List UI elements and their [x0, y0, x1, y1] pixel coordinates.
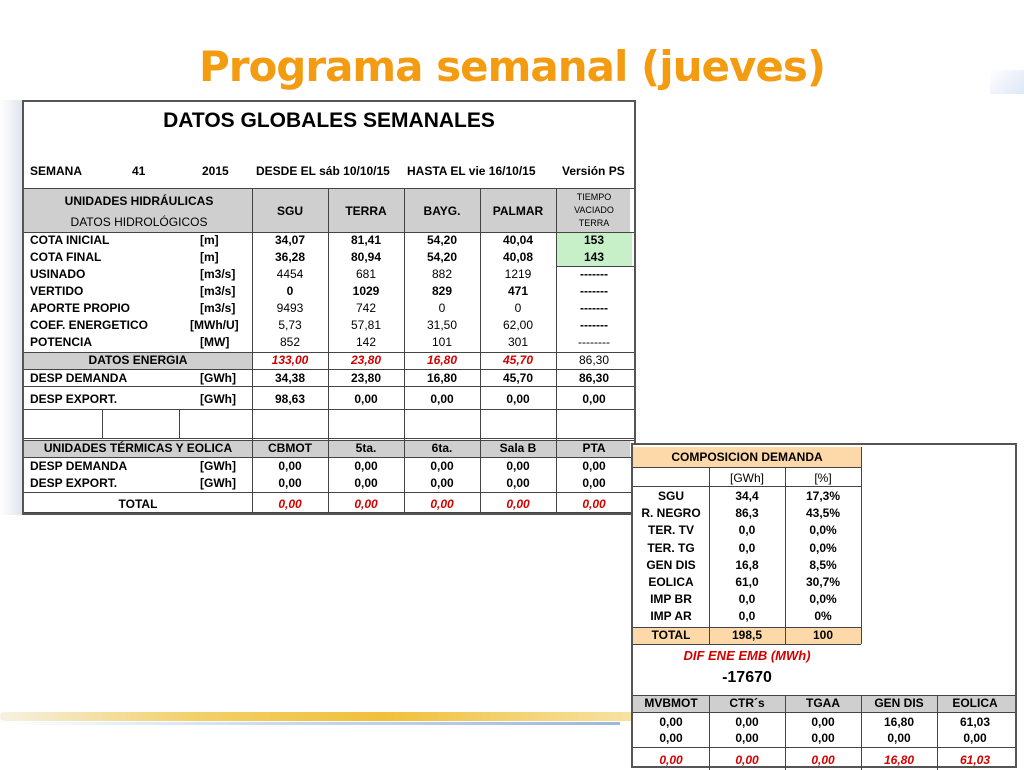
- comp-row-label: TER. TV: [647, 523, 694, 538]
- t-demanda-salab: 0,00: [506, 459, 530, 473]
- hydro-sgu-value: 34,07: [274, 233, 306, 247]
- demanda-sgu: 34,38: [274, 371, 306, 385]
- grid-line: [633, 712, 1015, 713]
- grid-line: [24, 386, 634, 387]
- comp-row-pct: 43,5%: [805, 506, 841, 521]
- comp-row-label: R. NEGRO: [641, 506, 701, 521]
- comp-row-gwh: 0,0: [738, 523, 756, 538]
- grid-line: [937, 695, 938, 770]
- hydro-sgu-value: 0: [286, 284, 294, 298]
- hydro-sgu-value: 4454: [276, 267, 304, 281]
- bt-gendis: 16,80: [883, 753, 915, 767]
- hydro-extra-value: -------: [580, 284, 608, 298]
- comp-row-gwh: 0,0: [738, 609, 756, 624]
- t-demanda-6ta: 0,00: [430, 459, 454, 473]
- grid-line: [24, 409, 634, 410]
- grid-line: [24, 457, 634, 458]
- hydro-palmar-value: 0: [514, 301, 522, 315]
- bt-eolica: 61,03: [959, 753, 991, 767]
- hydro-extra-value: --------: [578, 335, 610, 349]
- total-label: TOTAL: [118, 497, 158, 511]
- grid-line: [24, 512, 634, 513]
- hydro-terra-value: 142: [355, 335, 377, 349]
- hydro-bayg-value: 31,50: [426, 318, 458, 332]
- comp-row-pct: 0,0%: [809, 540, 837, 555]
- hydro-header-line2: DATOS HIDROLÓGICOS: [70, 215, 208, 229]
- table-shadow: [0, 100, 22, 515]
- b1-ctrs: 0,00: [735, 715, 759, 729]
- hydro-palmar-value: 471: [507, 284, 529, 298]
- comp-row-label: GEN DIS: [646, 557, 696, 572]
- decorative-stripe-blue: [0, 722, 620, 725]
- export-palmar: 0,00: [506, 392, 530, 406]
- grid-line: [633, 486, 861, 487]
- col-salab: Sala B: [499, 441, 537, 455]
- grid-line: [24, 188, 634, 189]
- grid-line: [480, 188, 481, 512]
- grid-line: [24, 440, 634, 441]
- comp-row-pct: 8,5%: [809, 557, 837, 572]
- hydro-palmar-value: 40,04: [502, 233, 534, 247]
- comp-row-pct: 30,7%: [805, 575, 841, 589]
- demanda-extra: 86,30: [578, 371, 610, 385]
- comp-row-label: TER. TG: [647, 540, 695, 555]
- hydro-row-unit: [MW]: [200, 335, 230, 349]
- total-salab: 0,00: [506, 497, 530, 511]
- col-sgu: SGU: [276, 204, 303, 218]
- comp-row-pct: 0,0%: [809, 523, 837, 538]
- grid-line: [24, 438, 634, 439]
- slide-title: Programa semanal (jueves): [198, 42, 826, 91]
- hydro-palmar-value: 62,00: [502, 318, 534, 332]
- comp-heading: COMPOSICION DEMANDA: [671, 450, 823, 464]
- comp-col-pct: [%]: [814, 471, 832, 485]
- export-unit: [GWh]: [200, 392, 236, 406]
- hydro-row-label: VERTIDO: [30, 284, 84, 298]
- comp-row-label: EOLICA: [648, 575, 694, 589]
- t-export-label: DESP EXPORT.: [30, 476, 118, 490]
- grid-line: [328, 188, 329, 512]
- hydro-extra-value: -------: [580, 318, 608, 332]
- b1-mvbmot: 0,00: [659, 715, 683, 729]
- total-pta: 0,00: [582, 497, 606, 511]
- comp-row-gwh: 0,0: [738, 592, 756, 607]
- comp-row-gwh: 34,4: [735, 489, 759, 503]
- semana-year: 2015: [202, 164, 229, 178]
- comp-row-pct: 0%: [814, 609, 832, 624]
- hydro-palmar-value: 1219: [504, 267, 532, 281]
- bt-mvbmot: 0,00: [659, 753, 683, 767]
- hydro-row-unit: [m3/s]: [200, 284, 236, 298]
- t-demanda-pta: 0,00: [582, 459, 606, 473]
- demanda-palmar: 45,70: [502, 371, 534, 385]
- hydro-bayg-value: 54,20: [426, 250, 458, 264]
- hydro-row-unit: [m3/s]: [200, 301, 236, 315]
- bt-tgaa: 0,00: [811, 753, 835, 767]
- bcol-eolica: EOLICA: [952, 696, 998, 710]
- hydro-palmar-value: 40,08: [502, 250, 534, 264]
- hydro-terra-value: 681: [355, 267, 377, 281]
- energia-sgu: 133,00: [271, 353, 309, 367]
- desde-date: DESDE EL sáb 10/10/15: [256, 164, 390, 178]
- grid-line: [252, 188, 253, 512]
- bcol-mvbmot: MVBMOT: [644, 696, 698, 710]
- b1-eolica: 61,03: [959, 715, 991, 729]
- bcol-ctrs: CTR´s: [729, 696, 765, 710]
- hydro-extra-value: 143: [583, 250, 605, 264]
- grid-line: [179, 409, 180, 438]
- hydro-row-unit: [MWh/U]: [190, 318, 239, 332]
- total-cbmot: 0,00: [278, 497, 302, 511]
- dif-value: -17670: [722, 669, 772, 686]
- comp-row-pct: 17,3%: [805, 489, 841, 503]
- hydro-terra-value: 742: [355, 301, 377, 315]
- t-export-unit: [GWh]: [200, 476, 236, 490]
- col-bayg: BAYG.: [423, 204, 461, 218]
- grid-line: [709, 467, 710, 644]
- comp-row-label: IMP AR: [650, 609, 692, 624]
- hydro-row-label: USINADO: [30, 267, 86, 281]
- comp-row-label: IMP BR: [650, 592, 692, 607]
- comp-col-gwh: [GWh]: [729, 471, 764, 485]
- thermal-header: UNIDADES TÉRMICAS Y EOLICA: [43, 441, 233, 455]
- energia-bayg: 16,80: [426, 353, 458, 367]
- comp-row-gwh: 86,3: [735, 506, 759, 521]
- grid-line: [633, 695, 1015, 696]
- hydro-header-line1: UNIDADES HIDRÁULICAS: [64, 194, 214, 208]
- comp-total-label: TOTAL: [651, 628, 691, 642]
- semana-label: SEMANA: [30, 164, 83, 178]
- energia-label: DATOS ENERGIA: [88, 353, 188, 367]
- hydro-extra-value: -------: [580, 301, 608, 315]
- hydro-row-label: APORTE PROPIO: [30, 301, 131, 315]
- hydro-sgu-value: 36,28: [274, 250, 306, 264]
- col-terra: TERRA: [345, 204, 387, 218]
- hydro-row-unit: [m3/s]: [200, 267, 236, 281]
- col-pta: PTA: [582, 441, 606, 455]
- hydro-sgu-value: 852: [279, 335, 301, 349]
- datos-globales-table: [22, 100, 636, 515]
- grid-line: [709, 695, 710, 770]
- t-demanda-cbmot: 0,00: [278, 459, 302, 473]
- b2-mvbmot: 0,00: [659, 731, 683, 745]
- dif-label: DIF ENE EMB (MWh): [683, 648, 811, 663]
- semana-number: 41: [132, 164, 146, 178]
- hydro-terra-value: 80,94: [350, 250, 382, 264]
- tiempo-line2: VACIADO: [574, 205, 614, 215]
- grid-line: [556, 266, 634, 267]
- hydro-row-unit: [m]: [200, 233, 219, 247]
- bcol-gendis: GEN DIS: [874, 696, 924, 710]
- composicion-table: [631, 443, 1017, 768]
- hydro-sgu-value: 5,73: [278, 318, 302, 332]
- b1-tgaa: 0,00: [811, 715, 835, 729]
- demanda-bayg: 16,80: [426, 371, 458, 385]
- hydro-extra-value: 153: [583, 233, 605, 247]
- comp-row-gwh: 61,0: [735, 575, 759, 589]
- demanda-unit: [GWh]: [200, 371, 236, 385]
- comp-total-pct: 100: [812, 628, 834, 642]
- hydro-terra-value: 81,41: [350, 233, 382, 247]
- comp-total-gwh: 198,5: [731, 628, 763, 642]
- tiempo-line3: TERRA: [578, 218, 610, 228]
- grid-line: [404, 188, 405, 512]
- t-demanda-5ta: 0,00: [354, 459, 378, 473]
- col-5ta: 5ta.: [355, 441, 377, 455]
- grid-line: [785, 467, 786, 644]
- b1-gendis: 16,80: [883, 715, 915, 729]
- comp-row-gwh: 16,8: [735, 557, 759, 572]
- t-export-cbmot: 0,00: [278, 476, 302, 490]
- b2-gendis: 0,00: [887, 731, 911, 745]
- energia-extra: 86,30: [578, 353, 610, 367]
- grid-line: [633, 747, 1015, 748]
- grid-line: [633, 627, 861, 628]
- export-terra: 0,00: [354, 392, 378, 406]
- hydro-row-label: POTENCIA: [30, 335, 93, 349]
- grid-line: [24, 232, 634, 233]
- demanda-terra: 23,80: [350, 371, 382, 385]
- tiempo-line1: TIEMPO: [576, 192, 612, 202]
- export-sgu: 98,63: [274, 392, 306, 406]
- comp-row-gwh: 0,0: [738, 540, 756, 555]
- comp-row-label: SGU: [657, 489, 684, 503]
- hydro-bayg-value: 829: [431, 284, 453, 298]
- b2-tgaa: 0,00: [811, 731, 835, 745]
- energia-palmar: 45,70: [502, 353, 534, 367]
- hydro-bayg-value: 882: [431, 267, 453, 281]
- version-label: Versión PS: [562, 164, 625, 178]
- col-cbmot: CBMOT: [268, 441, 312, 455]
- grid-line: [785, 695, 786, 770]
- b2-ctrs: 0,00: [735, 731, 759, 745]
- col-palmar: PALMAR: [492, 204, 544, 218]
- col-6ta: 6ta.: [431, 441, 453, 455]
- grid-line: [556, 188, 557, 512]
- t-demanda-label: DESP DEMANDA: [30, 459, 128, 473]
- hydro-row-unit: [m]: [200, 250, 219, 264]
- total-5ta: 0,00: [354, 497, 378, 511]
- hydro-terra-value: 1029: [352, 284, 380, 298]
- b2-eolica: 0,00: [963, 731, 987, 745]
- hydro-bayg-value: 101: [431, 335, 453, 349]
- bt-ctrs: 0,00: [735, 753, 759, 767]
- hydro-row-label: COTA INICIAL: [30, 233, 110, 247]
- comp-row-pct: 0,0%: [809, 592, 837, 607]
- hydro-bayg-value: 54,20: [426, 233, 458, 247]
- bcol-tgaa: TGAA: [806, 696, 840, 710]
- grid-line: [861, 695, 862, 770]
- grid-line: [861, 447, 862, 644]
- hydro-terra-value: 57,81: [350, 318, 382, 332]
- hydro-bayg-value: 0: [438, 301, 446, 315]
- export-bayg: 0,00: [430, 392, 454, 406]
- t-export-5ta: 0,00: [354, 476, 378, 490]
- grid-line: [102, 409, 103, 438]
- export-label: DESP EXPORT.: [30, 392, 118, 406]
- decorative-stripe: [0, 712, 640, 721]
- grid-line: [633, 644, 861, 645]
- hasta-date: HASTA EL vie 16/10/15: [407, 164, 536, 178]
- t-export-pta: 0,00: [582, 476, 606, 490]
- hydro-row-label: COTA FINAL: [30, 250, 102, 264]
- export-extra: 0,00: [582, 392, 606, 406]
- grid-line: [633, 467, 861, 468]
- hydro-extra-value: -------: [580, 267, 608, 281]
- grid-line: [24, 369, 634, 370]
- t-export-6ta: 0,00: [430, 476, 454, 490]
- energia-terra: 23,80: [350, 353, 382, 367]
- t-export-salab: 0,00: [506, 476, 530, 490]
- t-demanda-unit: [GWh]: [200, 459, 236, 473]
- table-heading: DATOS GLOBALES SEMANALES: [163, 109, 495, 132]
- demanda-label: DESP DEMANDA: [30, 371, 128, 385]
- grid-line: [24, 352, 634, 353]
- grid-line: [24, 492, 634, 493]
- hydro-sgu-value: 9493: [276, 301, 304, 315]
- hydro-row-label: COEF. ENERGETICO: [30, 318, 149, 332]
- hydro-palmar-value: 301: [507, 335, 529, 349]
- total-6ta: 0,00: [430, 497, 454, 511]
